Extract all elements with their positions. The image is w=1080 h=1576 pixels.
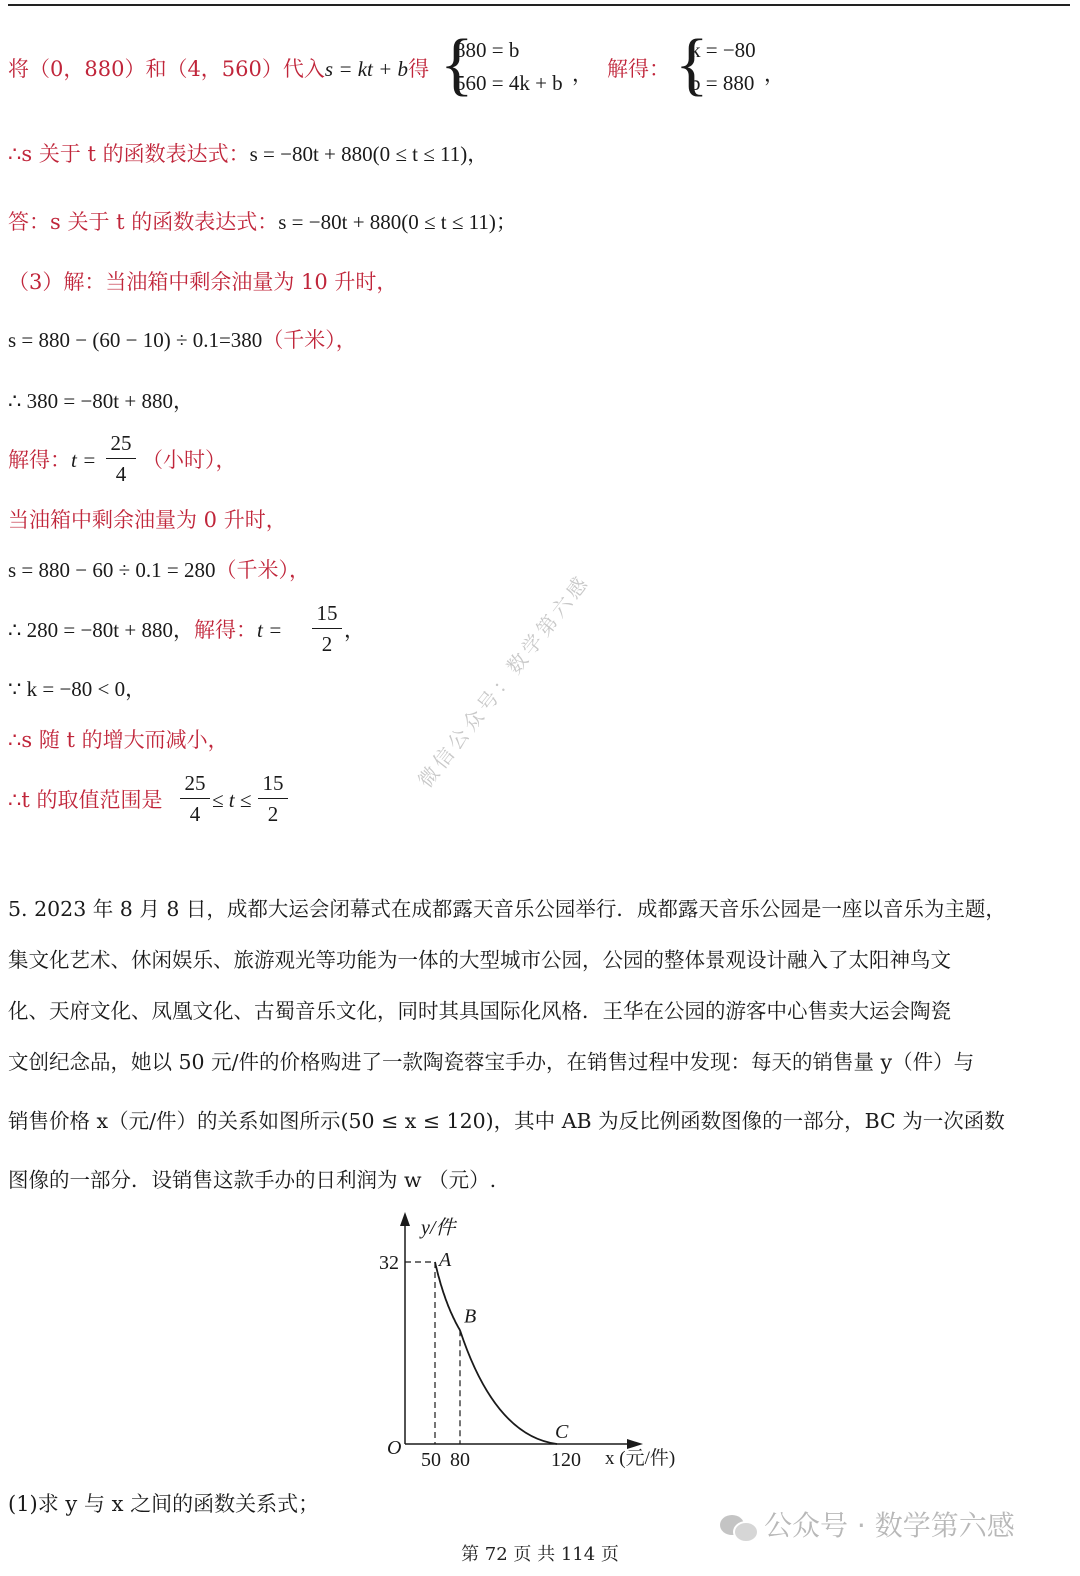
equation-system-1: 880 = b 560 = 4k + b — [455, 38, 563, 95]
equation-system-2: k = −80 b = 880 — [690, 38, 756, 95]
y-axis-arrow — [400, 1212, 410, 1226]
problem-line: 图像的一部分．设销售这款手办的日利润为 w （元）. — [8, 1168, 497, 1192]
x-tick-label: 120 — [551, 1449, 581, 1471]
top-rule — [8, 4, 1070, 6]
line-280: ∴ 280 = −80t + 880，解得：t = — [8, 618, 283, 642]
line-380: ∴ 380 = −80t + 880， — [8, 389, 194, 413]
unit-hours: （小时）， — [142, 448, 237, 472]
point-label-B: B — [464, 1305, 477, 1328]
line-range: ∴t 的取值范围是 — [8, 788, 163, 812]
line-solve-t1: 解得：t = — [8, 448, 97, 472]
comma-end: ， — [764, 62, 785, 86]
x-tick-label: 80 — [450, 1449, 470, 1471]
line-expression: ∴s 关于 t 的函数表达式：s = −80t + 880(0 ≤ t ≤ 11)， — [8, 142, 489, 166]
wechat-brand — [720, 1504, 1015, 1544]
question-1: (1)求 y 与 x 之间的函数关系式； — [8, 1492, 320, 1516]
y-axis-label: y/件 — [421, 1217, 456, 1239]
fraction-range-low: 25 4 — [180, 770, 210, 827]
fraction-25-4: 25 4 — [106, 430, 136, 487]
problem-5-text — [8, 884, 1072, 1206]
problem-line: 5. 2023 年 8 月 8 日，成都大运会闭幕式在成都露天音乐公园举行．成都露天音乐公园是一座以音乐为主题， — [8, 897, 1006, 921]
problem-line: 销售价格 x（元/件）的关系如图所示(50 ≤ x ≤ 120)，其中 AB 为反比例函数图像的一部分，BC 为一次函数 — [8, 1109, 1005, 1133]
x-tick-label: 50 — [421, 1449, 441, 1471]
fraction-15-2: 15 2 — [312, 600, 342, 657]
brand-text: 公众号 · 数学第六感 — [764, 1509, 1015, 1542]
line-answer: 答：s 关于 t 的函数表达式：s = −80t + 880(0 ≤ t ≤ 11)； — [8, 210, 517, 234]
curve-AB — [435, 1262, 460, 1330]
comma: ， — [572, 62, 593, 86]
range-mid: ≤ t ≤ — [212, 788, 252, 812]
line-k-negative: ∵ k = −80 < 0， — [8, 677, 147, 701]
x-axis-label: x (元/件) — [605, 1448, 676, 1469]
problem-line: 化、天府文化、凤凰文化、古蜀音乐文化，同时其具国际化风格．王华在公园的游客中心售卖大运会陶瓷 — [8, 999, 951, 1023]
problem-line: 集文化艺术、休闲娱乐、旅游观光等功能为一体的大型城市公园，公园的整体景观设计融入了太阳神鸟文 — [8, 948, 951, 972]
left-brace-2: { — [675, 26, 709, 103]
line-s-0: s = 880 − 60 ÷ 0.1 = 280（千米）， — [8, 558, 310, 582]
point-label-C: C — [555, 1421, 569, 1443]
y-tick-label: 32 — [379, 1252, 399, 1274]
line-s-10: s = 880 − (60 − 10) ÷ 0.1=380（千米）， — [8, 328, 357, 352]
label-solve: 解得： — [607, 57, 670, 81]
problem-line: 文创纪念品，她以 50 元/件的价格购进了一款陶瓷蓉宝手办，在销售过程中发现：每天的销售量 y（件）与 — [8, 1050, 975, 1074]
diagonal-watermark: 微信公众号：数学第六感 — [413, 569, 595, 793]
line-part3: （3）解：当油箱中剩余油量为 10 升时， — [8, 270, 398, 294]
line-zero-fuel: 当油箱中剩余油量为 0 升时， — [8, 508, 287, 532]
sales-graph — [370, 1208, 710, 1483]
wechat-icon — [720, 1513, 758, 1541]
left-brace: { — [440, 26, 474, 103]
curve-BC — [460, 1330, 557, 1444]
point-label-A: A — [439, 1249, 452, 1271]
fraction-range-high: 15 2 — [258, 770, 288, 827]
line-substitute: 将（0，880）和（4，560）代入s = kt + b得 — [8, 57, 430, 81]
page-footer: 第 72 页 共 114 页 — [461, 1544, 619, 1565]
line-decreasing: ∴s 随 t 的增大而减小， — [8, 728, 229, 752]
origin-label: O — [387, 1437, 402, 1459]
comma-10: ， — [344, 618, 365, 642]
